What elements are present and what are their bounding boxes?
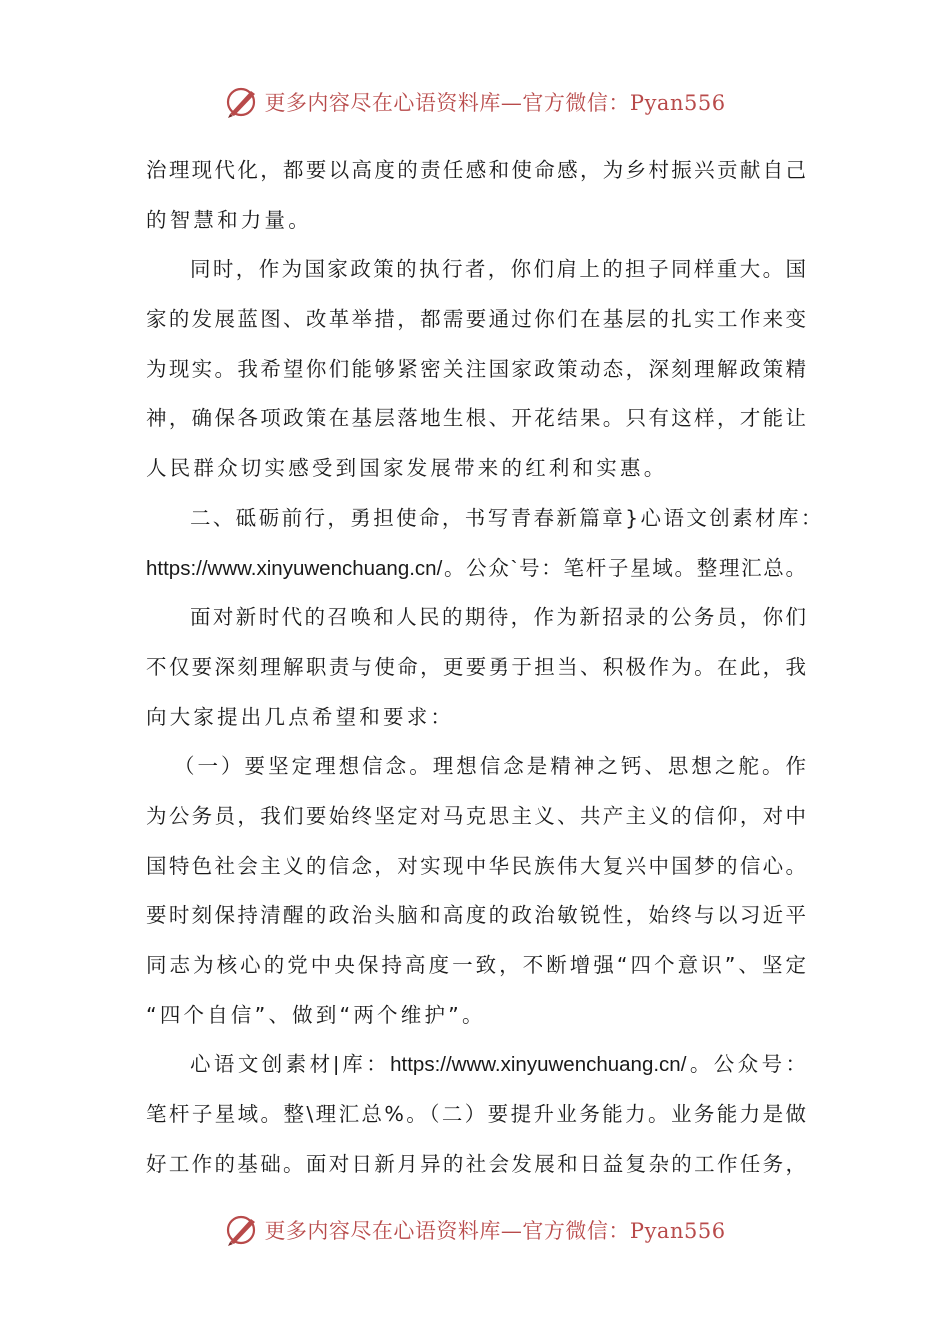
text-line: 要时刻保持清醒的政治头脑和高度的政治敏锐性，始终与以习近平 bbox=[146, 903, 806, 928]
text-line: 的智慧和力量。 bbox=[146, 207, 312, 232]
text-line: 同志为核心的党中央保持高度一致，不断增强“四个意识”、坚定 bbox=[146, 953, 806, 977]
footer-banner-text: 更多内容尽在心语资料库—官方微信：Pyan556 bbox=[264, 1219, 726, 1243]
text-line: 神，确保各项政策在基层落地生根、开花结果。只有这样，才能让 bbox=[146, 406, 806, 431]
text-line: 家的发展蓝图、改革举措，都需要通过你们在基层的扎实工作来变 bbox=[146, 307, 806, 332]
pen-logo-icon bbox=[224, 1212, 260, 1248]
pen-logo-icon bbox=[224, 84, 260, 120]
text-line: 面对新时代的召唤和人民的期待，作为新招录的公务员，你们 bbox=[190, 605, 806, 630]
text-line: 人民群众切实感受到国家发展带来的红利和实惠。 bbox=[146, 456, 668, 481]
text-line: 不仅要深刻理解职责与使命，更要勇于担当、积极作为。在此，我 bbox=[146, 654, 806, 679]
text-line: （一）要坚定理想信念。理想信念是精神之钙、思想之舵。作 bbox=[174, 754, 806, 779]
text-line: 向大家提出几点希望和要求： bbox=[146, 704, 455, 729]
url-line: 心语文创素材|库：https://www.xinyuwenchuang.cn/。公众号： bbox=[190, 1053, 806, 1077]
section-heading-line: 二、砥砺前行，勇担使命，书写青春新篇章}心语文创素材库： bbox=[190, 505, 824, 530]
document-body bbox=[146, 146, 824, 1189]
text-line: 好工作的基础。面对日新月异的社会发展和日益复杂的工作任务， bbox=[146, 1151, 806, 1176]
header-banner bbox=[0, 82, 950, 122]
url-line: https://www.xinyuwenchuang.cn/。公众`号：笔杆子星域。整理汇总。 bbox=[146, 556, 806, 580]
text-line: “四个自信”、做到“两个维护”。 bbox=[146, 1002, 486, 1027]
text-line: 笔杆子星域。整\理汇总%。（二）要提升业务能力。业务能力是做 bbox=[146, 1102, 806, 1127]
text-line: 为公务员，我们要始终坚定对马克思主义、共产主义的信仰，对中 bbox=[146, 803, 806, 828]
text-line: 治理现代化，都要以高度的责任感和使命感，为乡村振兴贡献自己 bbox=[146, 158, 806, 182]
text-line: 为现实。我希望你们能够紧密关注国家政策动态，深刻理解政策精 bbox=[146, 356, 806, 381]
text-line: 国特色社会主义的信念，对实现中华民族伟大复兴中国梦的信心。 bbox=[146, 853, 806, 878]
footer-banner bbox=[0, 1210, 950, 1250]
header-banner-text: 更多内容尽在心语资料库—官方微信：Pyan556 bbox=[264, 91, 726, 115]
text-line: 同时，作为国家政策的执行者，你们肩上的担子同样重大。国 bbox=[190, 257, 806, 282]
